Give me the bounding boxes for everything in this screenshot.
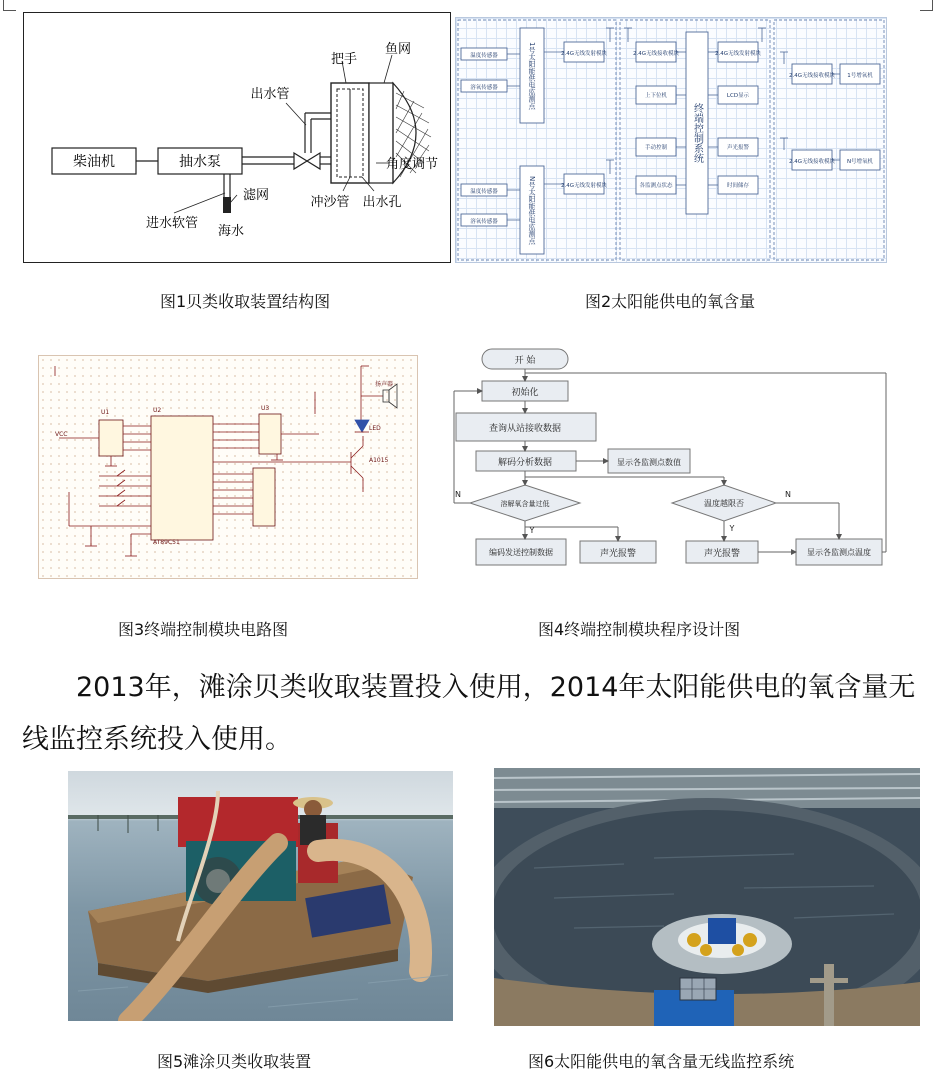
fig2-node-1: 1号太阳能供电监测点 — [528, 42, 536, 110]
figure-5-svg — [68, 771, 453, 1021]
fig2-manual: 手动控制 — [644, 145, 668, 151]
fc-oxygen-check: 溶解氧含量过低 — [500, 500, 550, 508]
fig2-oxygen-sensor: 溶氧传感器 — [470, 85, 498, 91]
fig2-wireless-2: 2.4G无线发射模块 — [560, 183, 608, 189]
fig2-wireless-rx-3: 2.4G无线接收模块 — [788, 159, 836, 165]
fig3-u2: U2 — [153, 407, 162, 414]
fc-yes-2: Y — [729, 524, 735, 533]
handle-label: 把手 — [330, 52, 358, 67]
pump-label: 抽水泵 — [179, 154, 221, 170]
fig3-tube: A1015 — [369, 457, 389, 464]
fig2-wireless-1: 2.4G无线发射模块 — [560, 51, 608, 57]
fig3-u1: U1 — [101, 409, 110, 416]
fc-yes-1: Y — [529, 526, 535, 535]
figure-4-flowchart — [450, 345, 888, 573]
fig2-host: 上下位机 — [644, 93, 668, 99]
fig3-caption: 图3终端控制模块电路图 — [118, 620, 289, 639]
fig2-temp-sensor-2: 温度传感器 — [470, 189, 498, 195]
fig2-terminal: 终端控制系统 — [691, 103, 703, 163]
corner-mark-right — [920, 0, 933, 11]
fig2-each-point: 各监测点状态 — [639, 183, 673, 189]
fig3-led: LED — [369, 425, 381, 432]
fig2-aerator-n: N号增氧机 — [846, 159, 874, 165]
fig5-caption: 图5滩涂贝类收取装置 — [157, 1052, 312, 1071]
fig3-mcu: AT89C51 — [153, 539, 180, 546]
figure-6-svg — [494, 768, 920, 1026]
fig2-wireless-tx: 2.4G无线发射模块 — [714, 51, 762, 57]
fig2-lcd: LCD显示 — [726, 93, 750, 99]
fig2-oxygen-sensor-2: 溶氧传感器 — [470, 219, 498, 225]
filter-shape — [223, 197, 231, 213]
figure-6-photo — [494, 768, 920, 1026]
fig2-wireless-rx-2: 2.4G无线接收模块 — [788, 73, 836, 79]
fc-show-temp: 显示各监测点温度 — [807, 548, 871, 557]
figure-1-svg — [24, 13, 450, 262]
fc-query: 查询从站接收数据 — [488, 424, 562, 434]
outlet-hole-label: 出水孔 — [362, 195, 402, 210]
fig2-alarm: 声光报警 — [726, 145, 750, 151]
figure-5-photo — [68, 771, 453, 1021]
fig2-aerator-1: 1号增氧机 — [847, 73, 873, 79]
diesel-label: 柴油机 — [73, 154, 115, 170]
fc-init: 初始化 — [511, 388, 539, 398]
figure-2-svg — [456, 18, 886, 262]
fig3-u3: U3 — [261, 405, 270, 412]
seawater-label: 海水 — [217, 224, 245, 239]
fc-encode: 编码发送控制数据 — [489, 548, 553, 557]
fig2-timer: 时间储存 — [726, 183, 750, 189]
fc-alarm1: 声光报警 — [599, 549, 637, 559]
fig2-temp-sensor: 温度传感器 — [470, 53, 498, 59]
fig1-caption: 图1贝类收取装置结构图 — [160, 292, 331, 311]
fig2-wireless-rx: 2.4G无线接收模块 — [632, 51, 680, 57]
fc-no-2: N — [785, 490, 791, 499]
filter-label: 滤网 — [242, 188, 270, 203]
figure-2-system-diagram — [455, 17, 887, 263]
fig4-caption: 图4终端控制模块程序设计图 — [538, 620, 741, 639]
fig3-vcc: VCC — [55, 431, 68, 438]
fig2-caption: 图2太阳能供电的氧含量 — [585, 292, 756, 311]
fc-temp-check: 温度越限否 — [704, 499, 744, 508]
valve-shape — [294, 153, 307, 169]
fc-no-1: N — [455, 490, 461, 499]
outlet-pipe-label: 出水管 — [250, 87, 290, 102]
figure-3-svg — [39, 356, 417, 578]
fig6-caption: 图6太阳能供电的氧含量无线监控系统 — [528, 1052, 795, 1071]
figure-3-circuit-diagram — [38, 355, 418, 579]
body-paragraph: 2013年，滩涂贝类收取装置投入使用，2014年太阳能供电的氧含量无线监控系统投入使用。 — [22, 672, 916, 755]
sand-pipe-label: 冲沙管 — [310, 195, 350, 210]
inlet-hose-label: 进水软管 — [145, 216, 199, 231]
fig3-speaker: 扬声器 — [375, 381, 394, 388]
fig2-node-n: N号太阳能供电监测点 — [528, 175, 536, 245]
fc-show-points: 显示各监测点数值 — [617, 458, 681, 467]
fc-alarm2: 声光报警 — [703, 549, 741, 559]
fish-net-label: 鱼网 — [384, 42, 412, 57]
figure-1-structure-diagram — [23, 12, 451, 263]
angle-label: 角度调节 — [385, 157, 439, 172]
fc-start: 开 始 — [514, 356, 536, 366]
figure-4-svg — [450, 345, 888, 573]
fc-decode: 解码分析数据 — [497, 458, 553, 468]
corner-mark-left — [3, 0, 16, 11]
